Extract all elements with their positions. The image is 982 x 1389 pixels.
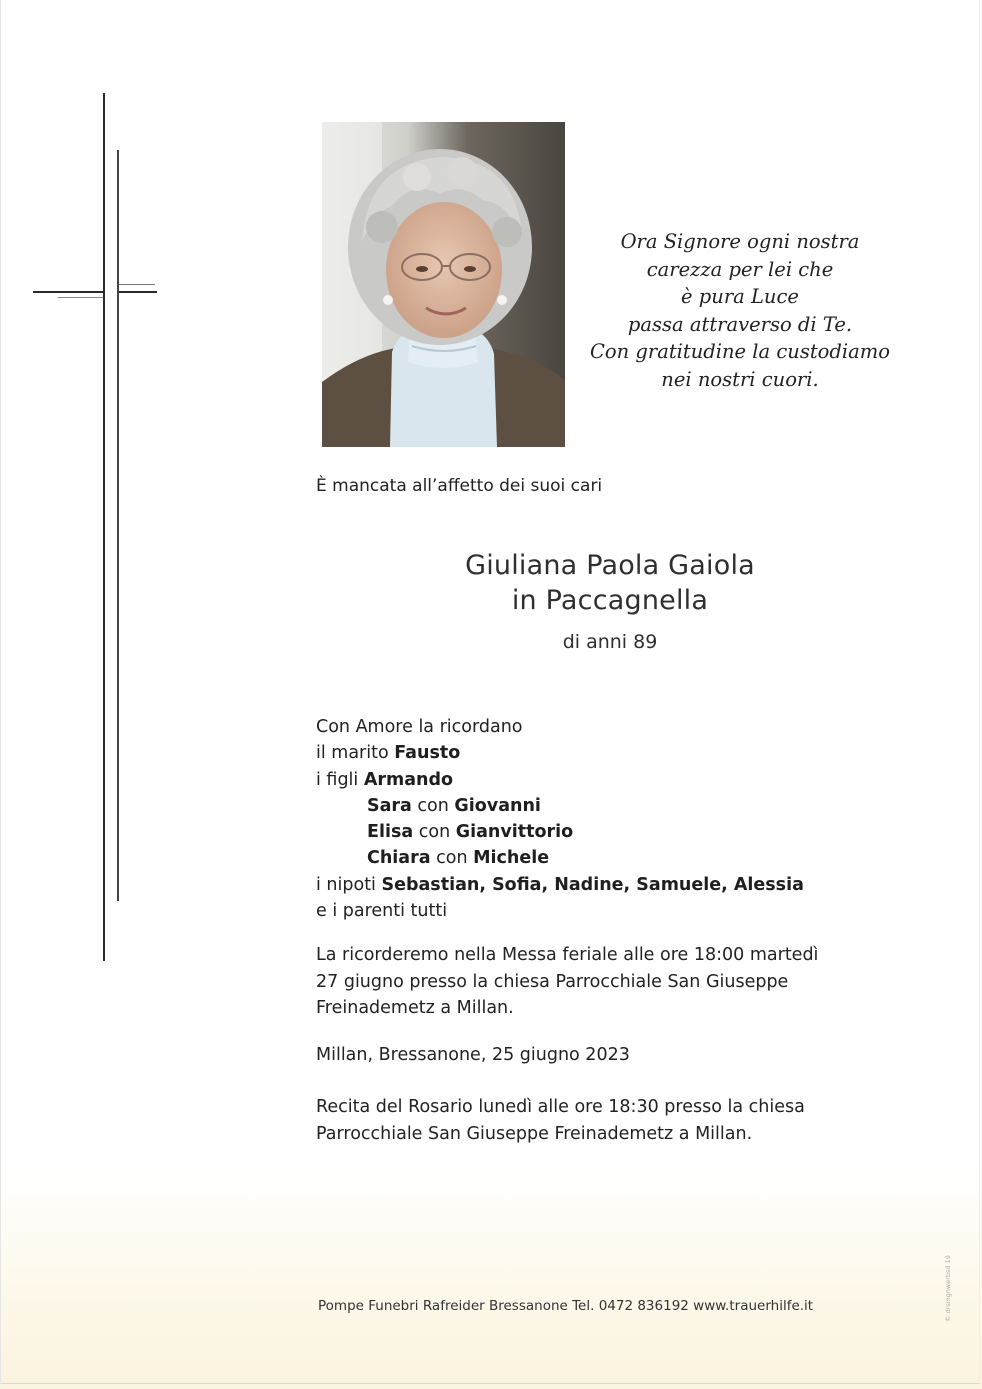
poem-line: è pura Luce <box>681 285 799 308</box>
deceased-name: Giuliana Paola Gaiola <box>465 550 755 581</box>
poem-line: Con gratitudine la custodiamo <box>589 340 891 363</box>
cross-vertical-bar-secondary <box>117 150 119 901</box>
family-husband-row <box>316 740 804 766</box>
intro-text: È mancata all’affetto dei suoi cari <box>316 476 603 496</box>
family-grandchildren-row <box>316 872 804 898</box>
con-word: con <box>413 822 456 843</box>
rosary-line: Parrocchiale San Giuseppe Freinademetz a Millan. <box>316 1123 753 1144</box>
place-date-text: Millan, Bressanone, 25 giugno 2023 <box>316 1045 630 1065</box>
child-name: Chiara <box>367 848 431 869</box>
deceased-name-block <box>390 548 830 653</box>
family-children-row <box>316 767 804 793</box>
cross-arm-left-shadow <box>58 297 103 298</box>
mass-announcement <box>316 942 818 1022</box>
rosary-announcement <box>316 1094 805 1147</box>
cross-arm-left <box>33 291 103 293</box>
poem-line: Ora Signore ogni nostra <box>620 230 860 253</box>
mass-line: Freinademetz a Millan. <box>316 998 514 1018</box>
husband-prefix: il marito <box>316 743 395 764</box>
partner-name: Giovanni <box>454 795 541 816</box>
children-prefix: i figli <box>316 769 364 790</box>
partner-name: Gianvittorio <box>455 822 574 843</box>
poem <box>570 228 910 393</box>
deceased-age: di anni 89 <box>562 631 658 653</box>
poem-line: carezza per lei che <box>646 257 834 281</box>
child-name: Armando <box>363 769 454 790</box>
cross-arm-right <box>119 291 157 293</box>
side-code: © drsingnwerbsd 19 <box>944 1255 952 1322</box>
family-closing: e i parenti tutti <box>316 901 448 922</box>
poem-line: nei nostri cuori. <box>661 367 819 391</box>
mass-line: La ricorderemo nella Messa feriale alle ore 18:00 martedì <box>316 945 819 965</box>
cross-vertical-bar <box>103 93 105 961</box>
place-date <box>316 1042 630 1069</box>
portrait-photo <box>322 122 565 447</box>
family-child-row <box>316 793 804 819</box>
family-opening: Con Amore la ricordano <box>316 717 523 737</box>
child-name: Sara <box>367 795 412 816</box>
family-child-row <box>316 819 804 845</box>
husband-name: Fausto <box>394 743 461 764</box>
deceased-married-name: in Paccagnella <box>511 585 709 616</box>
partner-name: Michele <box>473 848 550 869</box>
con-word: con <box>430 848 474 869</box>
con-word: con <box>411 795 455 816</box>
grandchildren-names: Sebastian, Sofia, Nadine, Samuele, Alessia <box>381 874 804 895</box>
grandchildren-prefix: i nipoti <box>316 874 382 895</box>
rosary-line: Recita del Rosario lunedì alle ore 18:30 presso la chiesa <box>316 1097 805 1117</box>
mass-line: 27 giugno presso la chiesa Parrocchiale San Giuseppe <box>316 971 789 992</box>
cross-arm-right-shadow <box>119 284 155 285</box>
child-name: Elisa <box>367 822 414 843</box>
family-child-row <box>316 845 804 871</box>
family-list <box>316 714 804 924</box>
funeral-home-footer: Pompe Funebri Rafreider Bressanone Tel. 0472 836192 www.trauerhilfe.it <box>318 1298 814 1314</box>
poem-line: passa attraverso di Te. <box>627 312 853 336</box>
